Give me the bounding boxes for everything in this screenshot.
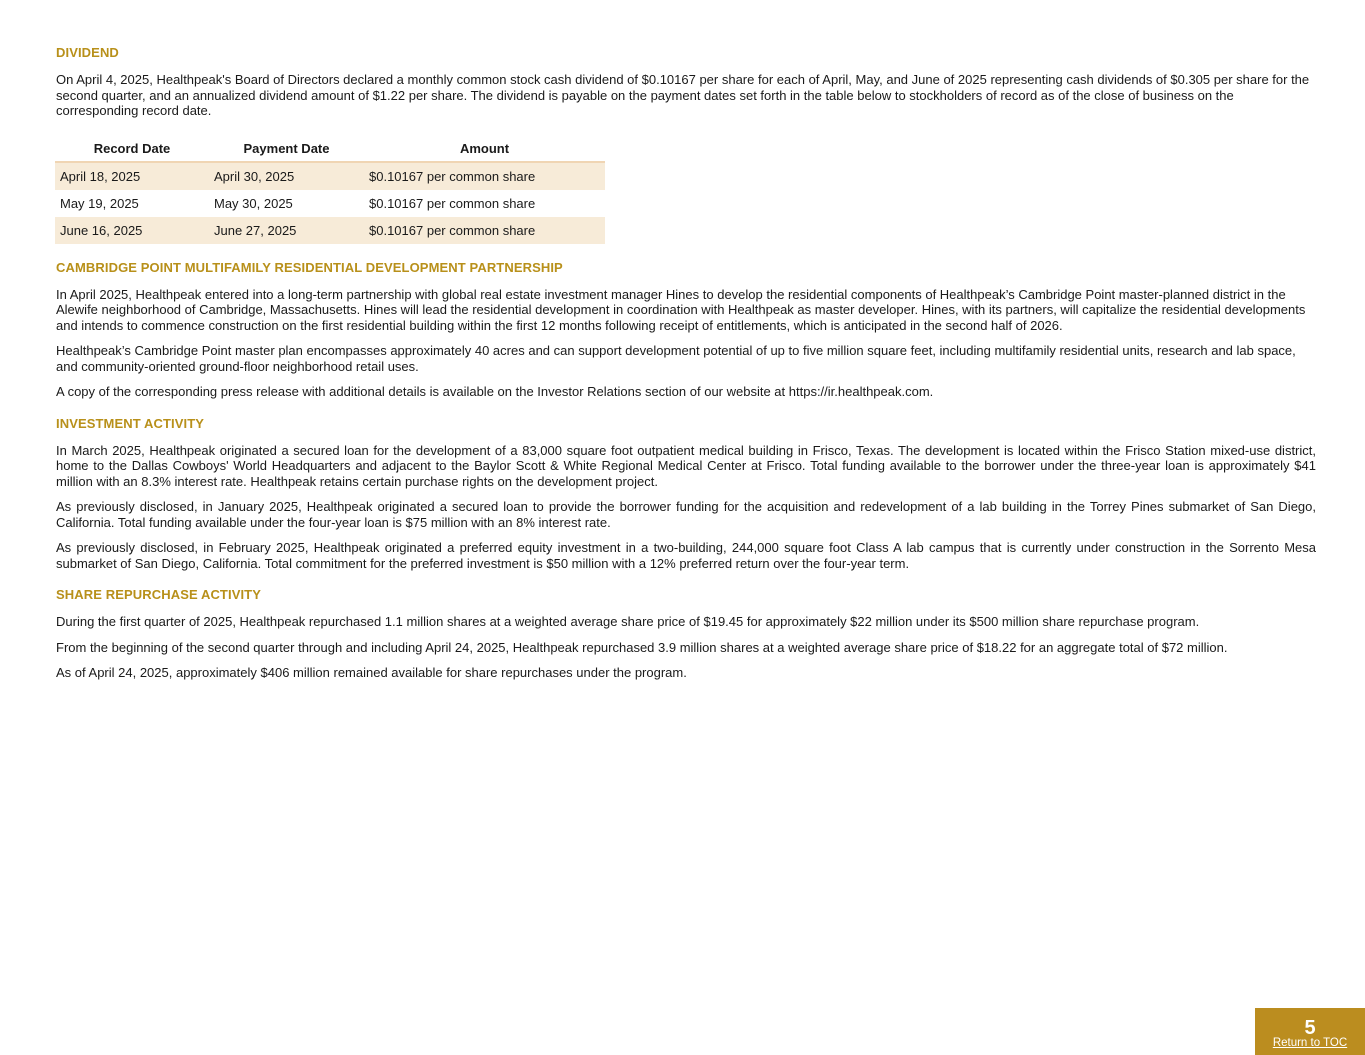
repurchase-section [56,586,1316,681]
amount-cell: $0.10167 per common share [369,195,536,211]
dividend-heading: DIVIDEND [56,45,119,60]
cambridge-section [56,259,1316,400]
page-footer-box [1255,1008,1365,1055]
cambridge-paragraph: Healthpeak’s Cambridge Point master plan encompasses approximately 40 acres and can support development potential of up to five million square feet, including multifamily residential units, research and lab space, and community-oriented ground-floor neighborhood retail uses. [56,343,1296,374]
record-date-cell: June 16, 2025 [55,217,209,244]
investment-paragraph: In March 2025, Healthpeak originated a secured loan for the development of a 83,000 square foot outpatient medical building in Frisco, Texas. The development is located within the Frisco Station mixed-use district, home to the Dallas Cowboys' World Headquarters and adjacent to the Baylor Scott & White Regional Medical Center at Frisco. Total funding available to the borrower under the three-year loan is approximately $41 million with an 8.3% interest rate. Healthpeak retains certain purchase rights on the development project. [56,442,1316,489]
investment-section [56,415,1316,572]
repurchase-heading: SHARE REPURCHASE ACTIVITY [56,587,261,602]
table-row [55,162,605,190]
investment-heading: INVESTMENT ACTIVITY [56,415,205,431]
amount-cell: $0.10167 per common share [364,217,605,244]
table-row [55,190,605,217]
record-date-cell: May 19, 2025 [60,195,139,211]
amount-cell: $0.10167 per common share [364,162,605,190]
payment-date-cell: June 27, 2025 [209,217,364,244]
cambridge-paragraph: In April 2025, Healthpeak entered into a long-term partnership with global real estate investment manager Hines to develop the residential components of Healthpeak’s Cambridge Point master-planned district in the Alewife neighborhood of Cambridge, Massachusetts. Hines will lead the residential development in coordination with Healthpeak as master developer. Hines, with its partners, will capitalize the residential developments and intends to commence construction on the first residential building within the first 12 months following receipt of entitlements, which is anticipated in the second half of 2026. [56,286,1306,333]
return-to-toc-link[interactable]: Return to TOC [1272,1037,1348,1049]
page-number: 5 [1304,1017,1316,1039]
column-header-amount: Amount [364,141,605,162]
investment-paragraph: As previously disclosed, in January 2025, Healthpeak originated a secured loan to provide the borrower funding for the acquisition and redevelopment of a lab building in the Torrey Pines submarket of San Diego, California. Total funding available under the four-year loan is $75 million with an 8% interest rate. [56,499,1316,530]
dividend-table [55,141,605,244]
investment-paragraph: As previously disclosed, in February 2025, Healthpeak originated a preferred equity investment in a two-building, 244,000 square foot Class A lab campus that is currently under construction in the Sorrento Mesa submarket of San Diego, California. Total commitment for the preferred investment is $50 million with a 12% preferred return over the four-year term. [56,540,1316,571]
page-content [56,44,1316,696]
cambridge-paragraph: A copy of the corresponding press release with additional details is available on the Investor Relations section of our website at https://ir.healthpeak.com. [56,384,934,399]
payment-date-cell: April 30, 2025 [209,162,364,190]
cambridge-heading: CAMBRIDGE POINT MULTIFAMILY RESIDENTIAL DEVELOPMENT PARTNERSHIP [56,259,563,275]
repurchase-paragraph: As of April 24, 2025, approximately $406 million remained available for share repurchases under the program. [56,665,687,680]
payment-date-cell: May 30, 2025 [214,195,293,211]
column-header-payment-date: Payment Date [209,141,364,162]
table-row [55,217,605,244]
dividend-section [56,44,1316,244]
dividend-paragraph: On April 4, 2025, Healthpeak's Board of Directors declared a monthly common stock cash dividend of $0.10167 per share for each of April, May, and June of 2025 representing cash dividends of $0.305 per share for the second quarter, and an annualized dividend amount of $1.22 per share. The dividend is payable on the payment dates set forth in the table below to stockholders of record as of the close of business on the corresponding record date. [56,72,1310,118]
repurchase-paragraph: During the first quarter of 2025, Healthpeak repurchased 1.1 million shares at a weighted average share price of $19.45 for approximately $22 million under its $500 million share repurchase program. [56,614,1200,629]
column-header-record-date: Record Date [55,141,209,162]
repurchase-paragraph: From the beginning of the second quarter through and including April 24, 2025, Healthpeak repurchased 3.9 million shares at a weighted average share price of $18.22 for an aggregate total of $72 million. [56,639,1228,655]
table-header-row [55,141,605,162]
record-date-cell: April 18, 2025 [55,162,209,190]
